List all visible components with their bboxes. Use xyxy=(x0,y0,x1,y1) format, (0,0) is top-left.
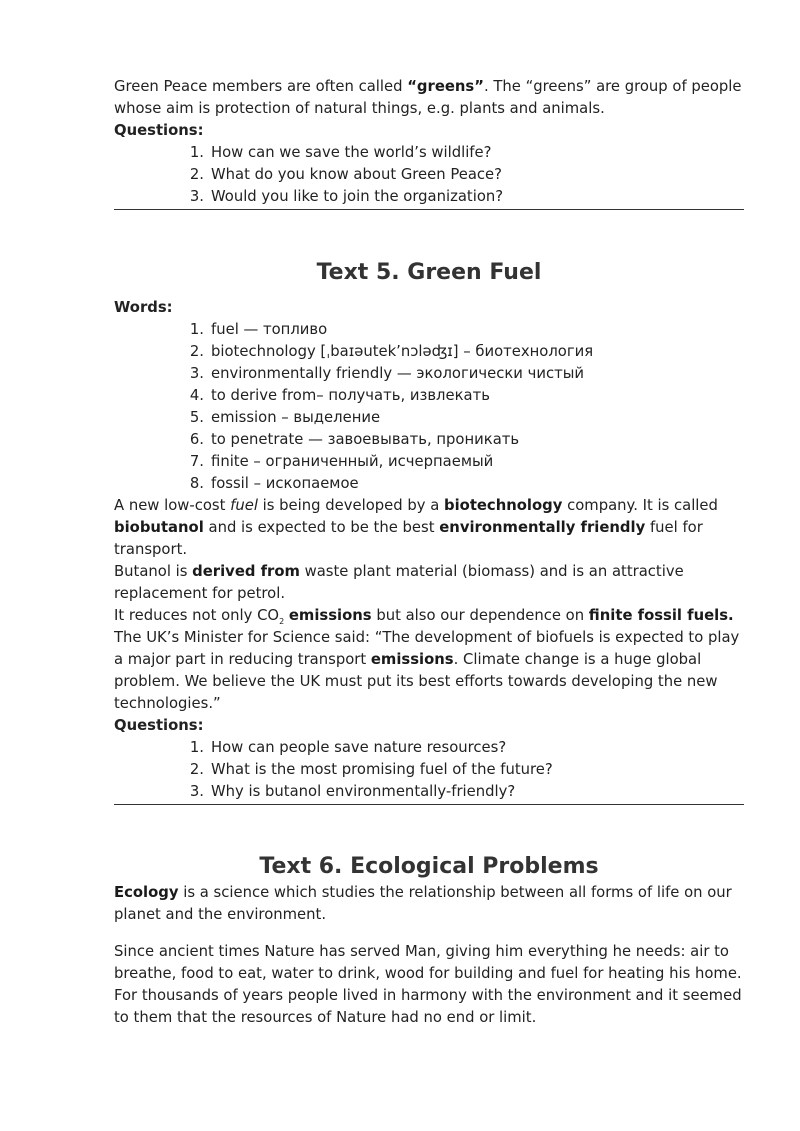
greens-paragraph xyxy=(114,76,744,120)
text-run: emissions xyxy=(288,607,372,624)
list-item-text: How can people save nature resources? xyxy=(211,739,507,756)
section-title-ecological-problems: Text 6. Ecological Problems xyxy=(259,854,599,879)
list-item-text: finite – ограниченный, исчерпаемый xyxy=(211,453,494,470)
list-item-text: What do you know about Green Peace? xyxy=(211,166,502,183)
list-item-text: How can we save the world’s wildlife? xyxy=(211,144,492,161)
ecology-definition-paragraph xyxy=(114,882,744,926)
questions-label: Questions: xyxy=(114,122,204,139)
text-run: Butanol is xyxy=(114,563,193,580)
list-item-text: Why is butanol environmentally-friendly? xyxy=(211,783,516,800)
text-run: A new low-cost xyxy=(114,497,231,514)
text-run: is being developed by a xyxy=(257,497,444,514)
questions-list xyxy=(114,737,744,803)
text-run: is a science which studies the relationship between all forms of life on our planet and the environment. xyxy=(114,884,732,923)
list-item-number: 7. xyxy=(189,453,204,470)
list-item-text: fossil – ископаемое xyxy=(211,475,359,492)
list-item xyxy=(114,781,744,803)
list-item-number: 3. xyxy=(189,365,204,382)
list-item-number: 6. xyxy=(189,431,204,448)
green-fuel-paragraph-3 xyxy=(114,605,744,715)
list-item xyxy=(114,407,744,429)
list-item-number: 2. xyxy=(189,343,204,360)
text-run: emissions xyxy=(370,651,454,668)
list-item-number: 1. xyxy=(189,739,204,756)
text-run: 2 xyxy=(279,616,285,626)
list-item xyxy=(114,341,744,363)
text-run: It reduces not only CO xyxy=(114,607,280,624)
text-run: The UK’s Minister for Science said: “The development of biofuels is expected to play a major part in reducing transport xyxy=(114,629,740,668)
text-run: finite fossil fuels. xyxy=(588,607,734,624)
list-item-text: to penetrate — завоевывать, проникать xyxy=(211,431,520,448)
text-run: fuel xyxy=(230,497,258,514)
list-item-number: 3. xyxy=(189,783,204,800)
list-item-number: 1. xyxy=(189,321,204,338)
text-run: Green Peace members are often called xyxy=(114,78,408,95)
list-item-text: biotechnology [ˌbaɪəutek’nɔləʤɪ] – биотехнология xyxy=(211,343,594,360)
green-fuel-paragraph-2 xyxy=(114,561,744,605)
text-run: company. It is called xyxy=(562,497,718,514)
text-run: biotechnology xyxy=(443,497,563,514)
text-run: and is expected to be the best xyxy=(203,519,440,536)
list-item-text: Would you like to join the organization? xyxy=(211,188,504,205)
text-run: derived from xyxy=(192,563,300,580)
text-run: Since ancient times Nature has served Man, giving him everything he needs: air to breathe, food to eat, water to drink, wood for building and fuel for heating his home. For thousands of years people lived in harmony with the environment and it seemed to them that the resources of Nature had no end or limit. xyxy=(114,943,742,1026)
list-item xyxy=(114,164,744,186)
list-item xyxy=(114,319,744,341)
list-item xyxy=(114,385,744,407)
list-item xyxy=(114,186,744,208)
text-run: but also our dependence on xyxy=(371,607,589,624)
vocabulary-list xyxy=(114,319,744,495)
text-run: biobutanol xyxy=(114,519,204,536)
list-item xyxy=(114,759,744,781)
list-item xyxy=(114,363,744,385)
list-item-text: emission – выделение xyxy=(211,409,381,426)
text-run: . Climate change is a huge global problem. We believe the UK must put its best efforts towards developing the new technologies.” xyxy=(114,651,718,712)
section-title-green-fuel: Text 5. Green Fuel xyxy=(316,260,542,285)
list-item-number: 2. xyxy=(189,166,204,183)
list-item-text: to derive from– получать, извлекать xyxy=(211,387,490,404)
text-run: waste plant material (biomass) and is an attractive replacement for petrol. xyxy=(114,563,684,602)
list-item xyxy=(114,429,744,451)
questions-label: Questions: xyxy=(114,717,204,734)
list-item-number: 2. xyxy=(189,761,204,778)
list-item-text: What is the most promising fuel of the future? xyxy=(211,761,553,778)
text-run: Ecology xyxy=(114,884,179,901)
nature-history-paragraph xyxy=(114,941,744,1029)
list-item xyxy=(114,451,744,473)
list-item xyxy=(114,473,744,495)
list-item-text: environmentally friendly — экологически чистый xyxy=(211,365,584,382)
list-item xyxy=(114,142,744,164)
text-run: . The “greens” are group of people whose aim is protection of natural things, e.g. plants and animals. xyxy=(114,78,742,117)
list-item-number: 3. xyxy=(189,188,204,205)
green-fuel-paragraph-1 xyxy=(114,495,744,561)
questions-list xyxy=(114,142,744,208)
words-label: Words: xyxy=(114,299,173,316)
list-item-number: 1. xyxy=(189,144,204,161)
text-run: “greens” xyxy=(407,78,484,95)
list-item xyxy=(114,737,744,759)
text-run: environmentally friendly xyxy=(439,519,646,536)
document-content xyxy=(114,76,744,1029)
list-item-number: 4. xyxy=(189,387,204,404)
list-item-text: fuel — топливо xyxy=(211,321,328,338)
text-run: fuel for transport. xyxy=(114,519,703,558)
list-item-number: 8. xyxy=(189,475,204,492)
list-item-number: 5. xyxy=(189,409,204,426)
